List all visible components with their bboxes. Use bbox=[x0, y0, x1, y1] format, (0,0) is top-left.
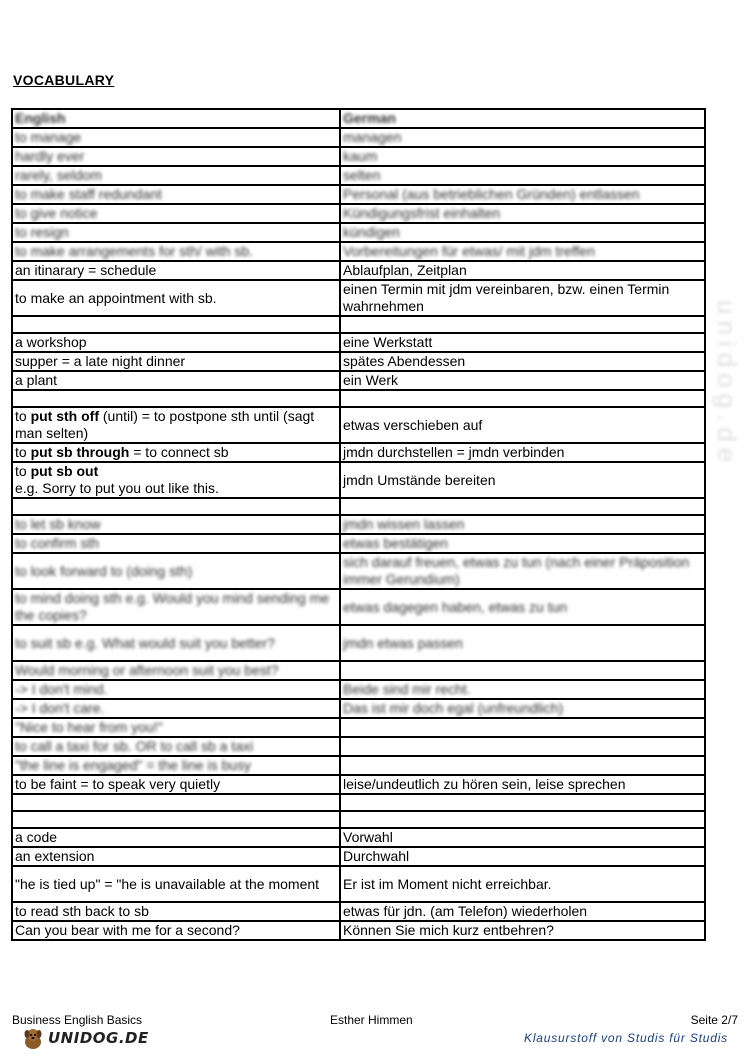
vocabulary-table bbox=[11, 108, 706, 941]
term-suffix: (until) = to postpone sth until (sagt man selten) bbox=[15, 408, 315, 441]
term-de: selten bbox=[340, 166, 705, 185]
term-en: a plant bbox=[12, 371, 340, 390]
empty-cell bbox=[12, 498, 340, 515]
empty-row bbox=[12, 811, 705, 828]
term-de: Vorbereitungen für etwas/ mit jdm treffen bbox=[340, 242, 705, 261]
term-en: to call a taxi for sb. OR to call sb a taxi bbox=[12, 737, 340, 756]
table-row bbox=[12, 515, 705, 534]
table-row bbox=[12, 407, 705, 443]
empty-row bbox=[12, 498, 705, 515]
table-row bbox=[12, 204, 705, 223]
dog-mascot-icon bbox=[20, 1027, 46, 1051]
empty-row bbox=[12, 316, 705, 333]
term-de bbox=[340, 737, 705, 756]
table-row bbox=[12, 147, 705, 166]
table-row bbox=[12, 280, 705, 316]
term-de: eine Werkstatt bbox=[340, 333, 705, 352]
term-suffix: = to connect sb bbox=[129, 444, 229, 460]
table-row bbox=[12, 589, 705, 625]
term-en bbox=[12, 443, 340, 462]
term-en: an itinarary = schedule bbox=[12, 261, 340, 280]
term-de: kaum bbox=[340, 147, 705, 166]
term-en: to manage bbox=[12, 128, 340, 147]
logo-text: UNIDOG.DE bbox=[48, 1029, 149, 1047]
footer-page-number: Seite 2/7 bbox=[690, 1013, 738, 1027]
term-phrase: put sb out bbox=[30, 463, 99, 479]
table-row bbox=[12, 352, 705, 371]
term-en: Would morning or afternoon suit you best? bbox=[12, 661, 340, 680]
term-en: to confirm sth bbox=[12, 534, 340, 553]
term-de: etwas verschieben auf bbox=[340, 407, 705, 443]
table-row bbox=[12, 553, 705, 589]
term-phrase: put sb through bbox=[30, 444, 130, 460]
term-de: Können Sie mich kurz entbehren? bbox=[340, 921, 705, 940]
empty-cell bbox=[12, 794, 340, 811]
empty-row bbox=[12, 794, 705, 811]
table-row bbox=[12, 866, 705, 902]
term-en: to give notice bbox=[12, 204, 340, 223]
term-de: jmdn durchstellen = jmdn verbinden bbox=[340, 443, 705, 462]
term-en: -> I don't mind. bbox=[12, 680, 340, 699]
term-de: Durchwahl bbox=[340, 847, 705, 866]
term-de: Kündigungsfrist einhalten bbox=[340, 204, 705, 223]
term-de bbox=[340, 718, 705, 737]
table-row bbox=[12, 661, 705, 680]
term-de: spätes Abendessen bbox=[340, 352, 705, 371]
term-prefix: to bbox=[15, 463, 31, 479]
term-de bbox=[340, 661, 705, 680]
term-de: jmdn etwas passen bbox=[340, 625, 705, 661]
term-en: hardly ever bbox=[12, 147, 340, 166]
table-row bbox=[12, 699, 705, 718]
term-de: etwas dagegen haben, etwas zu tun bbox=[340, 589, 705, 625]
empty-cell bbox=[340, 498, 705, 515]
term-en: to mind doing sth e.g. Would you mind sending me the copies? bbox=[12, 589, 340, 625]
term-de: etwas bestätigen bbox=[340, 534, 705, 553]
empty-cell bbox=[340, 794, 705, 811]
term-de: Beide sind mir recht. bbox=[340, 680, 705, 699]
table-row bbox=[12, 223, 705, 242]
term-en bbox=[12, 407, 340, 443]
empty-cell bbox=[340, 811, 705, 828]
term-en: an extension bbox=[12, 847, 340, 866]
watermark: unidog.de bbox=[712, 300, 742, 469]
term-en: -> I don't care. bbox=[12, 699, 340, 718]
empty-cell bbox=[12, 316, 340, 333]
table-row bbox=[12, 462, 705, 498]
term-example: e.g. Sorry to put you out like this. bbox=[15, 480, 219, 496]
empty-cell bbox=[12, 811, 340, 828]
term-en: to make an appointment with sb. bbox=[12, 280, 340, 316]
term-en: supper = a late night dinner bbox=[12, 352, 340, 371]
table-row bbox=[12, 625, 705, 661]
footer-author: Esther Himmen bbox=[330, 1013, 413, 1027]
term-de: jmdn wissen lassen bbox=[340, 515, 705, 534]
term-de: Personal (aus betrieblichen Gründen) entlassen bbox=[340, 185, 705, 204]
header-english: English bbox=[12, 109, 340, 128]
term-de: leise/undeutlich zu hören sein, leise sprechen bbox=[340, 775, 705, 794]
term-de: Er ist im Moment nicht erreichbar. bbox=[340, 866, 705, 902]
term-en: to suit sb e.g. What would suit you better? bbox=[12, 625, 340, 661]
term-de: etwas für jdn. (am Telefon) wiederholen bbox=[340, 902, 705, 921]
term-de: Vorwahl bbox=[340, 828, 705, 847]
table-row bbox=[12, 902, 705, 921]
term-de: Ablaufplan, Zeitplan bbox=[340, 261, 705, 280]
empty-cell bbox=[340, 390, 705, 407]
term-en: to resign bbox=[12, 223, 340, 242]
header-german: German bbox=[340, 109, 705, 128]
term-phrase: put sth off bbox=[30, 408, 99, 424]
table-row bbox=[12, 128, 705, 147]
term-en: to make staff redundant bbox=[12, 185, 340, 204]
term-de bbox=[340, 756, 705, 775]
term-en bbox=[12, 462, 340, 498]
term-prefix: to bbox=[15, 444, 31, 460]
table-header-row bbox=[12, 109, 705, 128]
term-prefix: to bbox=[15, 408, 31, 424]
term-en: to read sth back to sb bbox=[12, 902, 340, 921]
table-row bbox=[12, 333, 705, 352]
term-de: managen bbox=[340, 128, 705, 147]
table-row bbox=[12, 847, 705, 866]
table-row bbox=[12, 737, 705, 756]
term-de: ein Werk bbox=[340, 371, 705, 390]
table-row bbox=[12, 921, 705, 940]
table-row bbox=[12, 828, 705, 847]
table-row bbox=[12, 534, 705, 553]
table-row bbox=[12, 261, 705, 280]
footer-course-title: Business English Basics bbox=[12, 1013, 143, 1027]
empty-row bbox=[12, 390, 705, 407]
term-en: to let sb know bbox=[12, 515, 340, 534]
term-de: einen Termin mit jdm vereinbaren, bzw. einen Termin wahrnehmen bbox=[340, 280, 705, 316]
term-en: rarely, seldom bbox=[12, 166, 340, 185]
term-de: sich darauf freuen, etwas zu tun (nach einer Präposition immer Gerundium) bbox=[340, 553, 705, 589]
term-en: to be faint = to speak very quietly bbox=[12, 775, 340, 794]
term-en: to make arrangements for sth/ with sb. bbox=[12, 242, 340, 261]
term-en: "the line is engaged" = the line is busy bbox=[12, 756, 340, 775]
page-heading: VOCABULARY bbox=[13, 72, 115, 88]
table-row bbox=[12, 371, 705, 390]
table-row bbox=[12, 775, 705, 794]
term-de: kündigen bbox=[340, 223, 705, 242]
empty-cell bbox=[340, 316, 705, 333]
empty-cell bbox=[12, 390, 340, 407]
table-row bbox=[12, 443, 705, 462]
term-en: a workshop bbox=[12, 333, 340, 352]
unidog-logo[interactable] bbox=[20, 1027, 160, 1051]
term-en: "he is tied up" = "he is unavailable at the moment bbox=[12, 866, 340, 902]
term-en: Can you bear with me for a second? bbox=[12, 921, 340, 940]
table-row bbox=[12, 185, 705, 204]
table-row bbox=[12, 680, 705, 699]
term-en: a code bbox=[12, 828, 340, 847]
footer-tagline: Klausurstoff von Studis für Studis bbox=[524, 1031, 728, 1045]
table-row bbox=[12, 718, 705, 737]
term-en: "Nice to hear from you!" bbox=[12, 718, 340, 737]
term-de: jmdn Umstände bereiten bbox=[340, 462, 705, 498]
term-en: to look forward to (doing sth) bbox=[12, 553, 340, 589]
table-row bbox=[12, 242, 705, 261]
table-row bbox=[12, 166, 705, 185]
table-row bbox=[12, 756, 705, 775]
term-de: Das ist mir doch egal (unfreundlich) bbox=[340, 699, 705, 718]
